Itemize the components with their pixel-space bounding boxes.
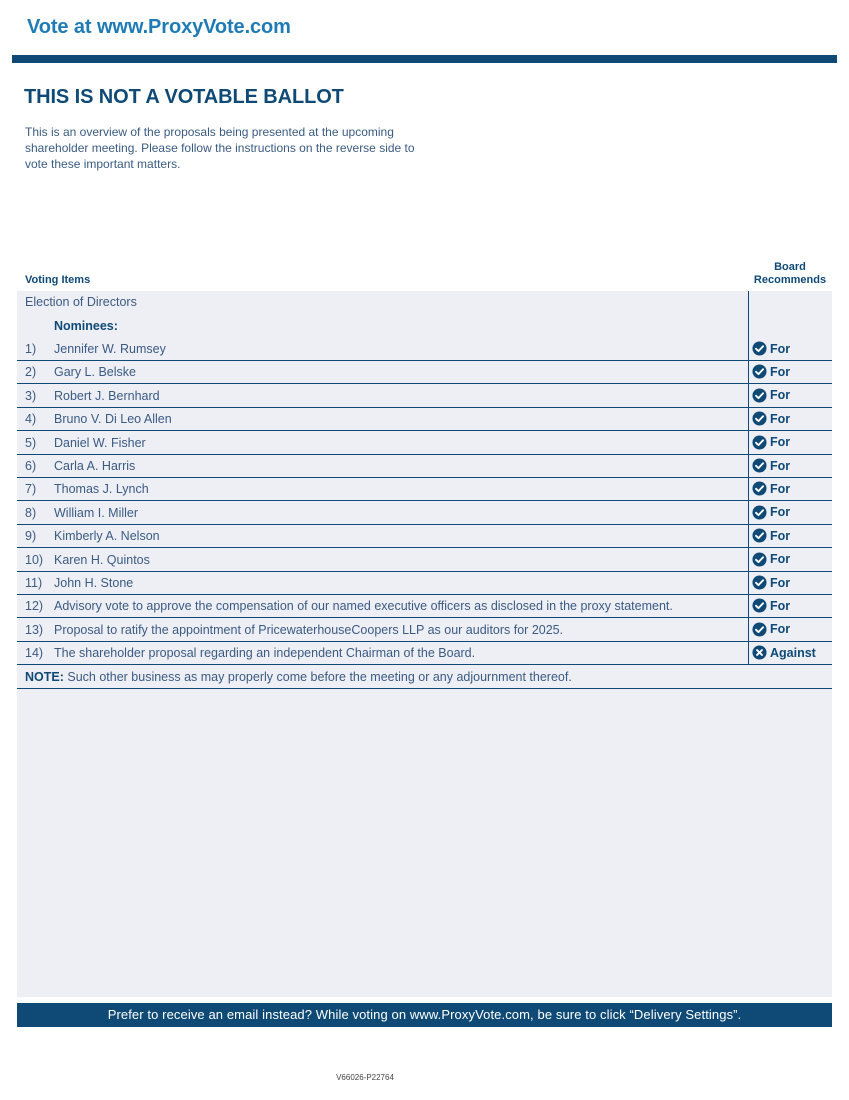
intro-text: This is an overview of the proposals being presented at the upcoming shareholder meeting. Please follow the instructions on the reverse side to vote these important matters. xyxy=(25,125,415,171)
recommendation-label: For xyxy=(770,364,791,379)
recommendation-label: For xyxy=(770,552,791,567)
item-number: 3) xyxy=(25,388,37,403)
note-row xyxy=(17,665,832,689)
item-number: 5) xyxy=(25,435,37,450)
board-recommendation xyxy=(752,388,790,403)
x-circle-icon xyxy=(752,645,767,660)
board-recommendation xyxy=(752,598,790,613)
board-recommendation xyxy=(752,528,790,543)
board-recommendation xyxy=(752,411,790,426)
proxyvote-link[interactable]: Vote at www.ProxyVote.com xyxy=(27,16,291,38)
check-circle-icon xyxy=(752,575,767,590)
table-row xyxy=(17,361,832,384)
check-circle-icon xyxy=(752,364,767,379)
check-circle-icon xyxy=(752,411,767,426)
table-row xyxy=(17,408,832,431)
page-title: THIS IS NOT A VOTABLE BALLOT xyxy=(24,86,344,108)
item-number: 10) xyxy=(25,552,44,567)
note-label: NOTE: xyxy=(25,670,64,684)
table-row xyxy=(17,549,832,572)
item-number: 7) xyxy=(25,482,37,497)
board-recommendation xyxy=(752,364,790,379)
board-recommendation xyxy=(752,435,790,450)
recommendation-label: For xyxy=(770,458,791,473)
item-text: Gary L. Belske xyxy=(54,365,136,380)
check-circle-icon xyxy=(752,598,767,613)
item-text: Jennifer W. Rumsey xyxy=(54,342,166,356)
recommendation-label: For xyxy=(770,575,791,590)
nominees-label: Nominees: xyxy=(54,319,118,333)
check-circle-icon xyxy=(752,458,767,473)
item-number: 13) xyxy=(25,622,44,637)
board-recommends-header xyxy=(748,261,832,287)
recommendation-label: For xyxy=(770,341,791,356)
table-row xyxy=(17,502,832,525)
board-recommendation xyxy=(752,481,790,496)
column-divider xyxy=(748,291,749,665)
section-label: Election of Directors xyxy=(25,295,137,309)
recommendation-label: For xyxy=(770,528,791,543)
table-row xyxy=(17,455,832,478)
recommendation-label: For xyxy=(770,435,791,450)
table-row xyxy=(17,619,832,642)
check-circle-icon xyxy=(752,528,767,543)
recommendation-label: For xyxy=(770,598,791,613)
check-circle-icon xyxy=(752,622,767,637)
item-text: Karen H. Quintos xyxy=(54,552,150,567)
board-header-line2: Recommends xyxy=(753,274,827,286)
item-number: 2) xyxy=(25,365,37,380)
item-text: William I. Miller xyxy=(54,505,139,520)
item-text: Daniel W. Fisher xyxy=(54,435,146,450)
voting-items-header: Voting Items xyxy=(25,274,91,286)
note-body: Such other business as may properly come before the meeting or any adjournment thereof. xyxy=(63,670,572,684)
table-row xyxy=(17,385,832,408)
item-text: John H. Stone xyxy=(54,576,134,590)
item-text: Kimberly A. Nelson xyxy=(54,529,160,544)
item-number: 14) xyxy=(25,646,44,661)
item-text: Proposal to ratify the appointment of PricewaterhouseCoopers LLP as our auditors for 2025. xyxy=(54,622,564,637)
item-text: Robert J. Bernhard xyxy=(54,388,160,403)
item-number: 6) xyxy=(25,459,37,473)
recommendation-label: For xyxy=(770,505,791,520)
board-header-line1: Board xyxy=(774,261,806,273)
nominees-row xyxy=(17,315,832,338)
table-row xyxy=(17,478,832,501)
check-circle-icon xyxy=(752,481,767,496)
check-circle-icon xyxy=(752,435,767,450)
item-number: 8) xyxy=(25,505,37,520)
board-recommendation xyxy=(752,552,790,567)
board-recommendation xyxy=(752,458,790,473)
check-circle-icon xyxy=(752,552,767,567)
item-text: Bruno V. Di Leo Allen xyxy=(54,412,172,427)
table-row xyxy=(17,525,832,548)
section-row xyxy=(17,291,832,314)
table-row xyxy=(17,642,832,665)
delivery-settings-banner: Prefer to receive an email instead? While voting on www.ProxyVote.com, be sure to click “Delivery Settings”. xyxy=(17,1003,832,1027)
item-text: The shareholder proposal regarding an independent Chairman of the Board. xyxy=(54,646,476,661)
table-row xyxy=(17,595,832,618)
recommendation-label: For xyxy=(770,411,791,426)
recommendation-label: For xyxy=(770,622,791,637)
item-number: 9) xyxy=(25,529,37,544)
recommendation-label: Against xyxy=(770,645,816,660)
board-recommendation xyxy=(752,505,790,520)
item-number: 12) xyxy=(25,599,44,614)
item-number: 1) xyxy=(25,342,37,356)
item-number: 4) xyxy=(25,412,37,427)
note-text xyxy=(25,670,572,684)
item-text: Advisory vote to approve the compensation of our named executive officers as disclosed in the proxy statement. xyxy=(54,599,673,614)
check-circle-icon xyxy=(752,341,767,356)
item-text: Carla A. Harris xyxy=(54,459,136,473)
table-row xyxy=(17,572,832,595)
table-row xyxy=(17,432,832,455)
header-divider xyxy=(12,55,837,63)
table-row xyxy=(17,338,832,361)
recommendation-label: For xyxy=(770,388,791,403)
board-recommendation xyxy=(752,645,816,660)
check-circle-icon xyxy=(752,388,767,403)
board-recommendation xyxy=(752,575,790,590)
board-recommendation xyxy=(752,341,790,356)
check-circle-icon xyxy=(752,505,767,520)
recommendation-label: For xyxy=(770,481,791,496)
item-number: 11) xyxy=(25,576,43,590)
document-code: V66026-P22764 xyxy=(336,1073,394,1082)
item-text: Thomas J. Lynch xyxy=(54,482,149,497)
board-recommendation xyxy=(752,622,790,637)
